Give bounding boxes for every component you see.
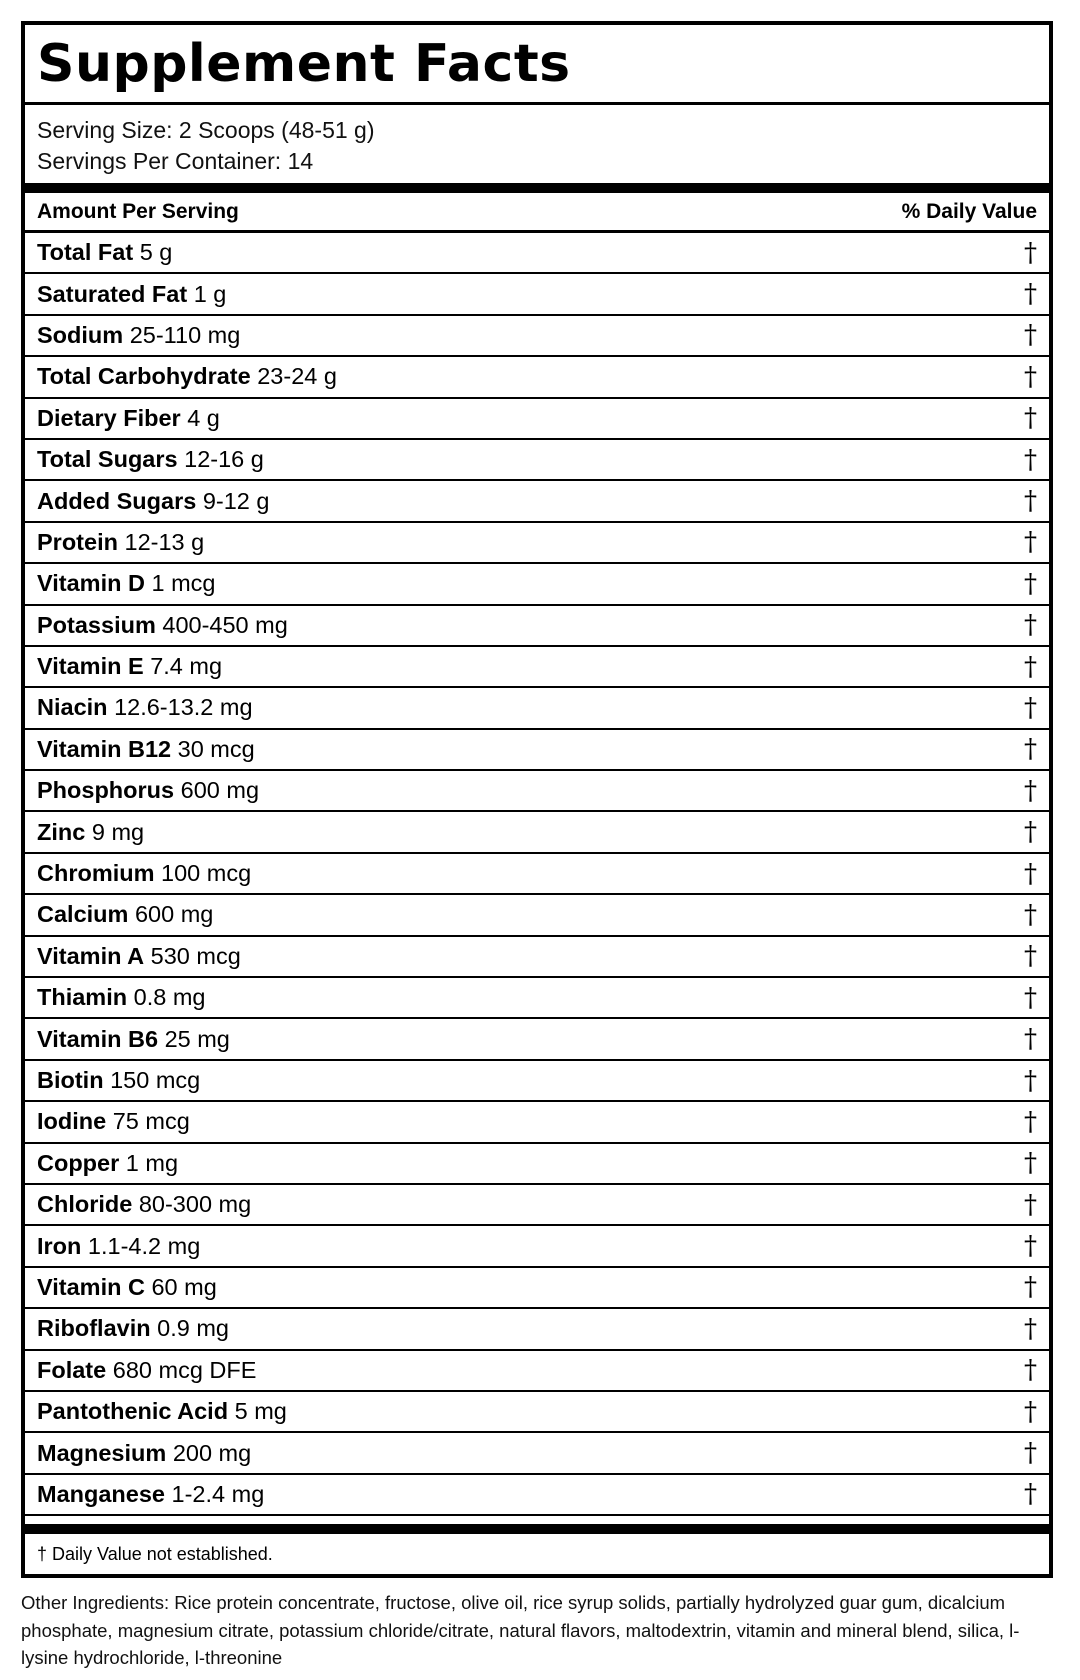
- daily-value-dagger: †: [1024, 361, 1037, 392]
- nutrient-name: Chloride: [37, 1191, 133, 1218]
- nutrient-row: [25, 978, 1049, 1019]
- nutrient-row: [25, 688, 1049, 729]
- nutrient-row: [25, 1475, 1049, 1516]
- nutrient-name: Vitamin A: [37, 942, 145, 969]
- nutrient-row: [25, 647, 1049, 688]
- nutrient-name: Iodine: [37, 1108, 107, 1135]
- nutrient-amount: 1 g: [193, 280, 227, 307]
- nutrient-amount: 530 mcg: [150, 942, 241, 969]
- daily-value-header: % Daily Value: [901, 199, 1037, 223]
- nutrient-row: [25, 1144, 1049, 1185]
- daily-value-dagger: †: [1024, 237, 1037, 268]
- daily-value-dagger: †: [1024, 610, 1037, 641]
- nutrient-amount: 60 mg: [151, 1273, 217, 1300]
- nutrient-label: [37, 1481, 264, 1508]
- daily-value-dagger: †: [1024, 1231, 1037, 1262]
- nutrient-row: [25, 1351, 1049, 1392]
- daily-value-dagger: †: [1024, 1396, 1037, 1427]
- nutrient-amount: 80-300 mg: [138, 1191, 252, 1218]
- nutrient-name: Vitamin E: [37, 653, 144, 680]
- nutrient-name: Potassium: [37, 611, 156, 638]
- servings-per-container: Servings Per Container: 14: [37, 148, 314, 174]
- other-ingredients: Other Ingredients: Rice protein concentrate, fructose, olive oil, rice syrup solids, partially hydrolyzed guar gum, dicalcium phosphate, magnesium citrate, potassium chloride/citrate, natural flavors, maltodextrin, vitamin and mineral blend, silica, l-lysine hydrochloride, l-threonine: [21, 1592, 1020, 1668]
- nutrient-label: [37, 363, 337, 390]
- nutrient-label: [37, 943, 241, 970]
- nutrient-row: [25, 730, 1049, 771]
- nutrient-label: [37, 322, 240, 349]
- nutrient-amount: 1-2.4 mg: [171, 1480, 265, 1507]
- daily-value-dagger: †: [1024, 568, 1037, 599]
- nutrient-amount: 12.6-13.2 mg: [114, 694, 253, 721]
- nutrient-row: [25, 771, 1049, 812]
- nutrient-label: [37, 1274, 217, 1301]
- nutrient-amount: 25-110 mg: [129, 321, 241, 348]
- nutrient-name: Vitamin C: [37, 1273, 145, 1300]
- nutrient-rows: [25, 233, 1049, 1516]
- nutrient-label: [37, 819, 144, 846]
- nutrient-name: Vitamin B12: [37, 735, 172, 762]
- nutrient-row: [25, 523, 1049, 564]
- daily-value-dagger: †: [1024, 320, 1037, 351]
- nutrient-amount: 680 mcg DFE: [112, 1356, 257, 1383]
- nutrient-amount: 1 mg: [125, 1149, 179, 1176]
- nutrient-name: Manganese: [37, 1480, 165, 1507]
- nutrient-label: [37, 281, 226, 308]
- daily-value-dagger: †: [1024, 858, 1037, 889]
- nutrient-amount: 200 mg: [172, 1439, 252, 1466]
- nutrient-row: [25, 895, 1049, 936]
- nutrient-label: [37, 570, 215, 597]
- serving-size: Serving Size: 2 Scoops (48-51 g): [37, 117, 375, 143]
- daily-value-dagger: †: [1024, 1106, 1037, 1137]
- nutrient-amount: 9 mg: [91, 818, 145, 845]
- nutrient-amount: 4 g: [187, 404, 220, 431]
- daily-value-dagger: †: [1024, 486, 1037, 517]
- nutrient-label: [37, 901, 213, 928]
- nutrient-name: Phosphorus: [37, 777, 175, 804]
- daily-value-dagger: †: [1024, 982, 1037, 1013]
- nutrient-name: Magnesium: [37, 1439, 167, 1466]
- footnote: † Daily Value not established.: [37, 1544, 273, 1565]
- thick-divider-bottom: [25, 1524, 1049, 1534]
- daily-value-dagger: †: [1024, 1313, 1037, 1344]
- nutrient-label: [37, 239, 172, 266]
- nutrient-row: [25, 1309, 1049, 1350]
- nutrient-name: Copper: [37, 1149, 120, 1176]
- nutrient-name: Total Fat: [37, 239, 134, 266]
- nutrient-name: Vitamin B6: [37, 1025, 159, 1052]
- nutrient-row: [25, 274, 1049, 315]
- nutrient-name: Biotin: [37, 1067, 104, 1093]
- nutrient-amount: 9-12 g: [202, 487, 270, 514]
- nutrient-row: [25, 316, 1049, 357]
- daily-value-dagger: †: [1024, 1024, 1037, 1055]
- nutrient-name: Added Sugars: [37, 487, 197, 514]
- daily-value-dagger: †: [1024, 527, 1037, 558]
- nutrient-name: Total Carbohydrate: [37, 363, 251, 390]
- nutrient-row: [25, 1019, 1049, 1060]
- nutrient-row: [25, 1392, 1049, 1433]
- nutrient-name: Zinc: [37, 818, 86, 845]
- amount-per-serving-header: Amount Per Serving: [37, 199, 239, 223]
- nutrient-label: [37, 446, 264, 473]
- nutrient-label: [37, 653, 222, 680]
- nutrient-label: [37, 1150, 178, 1177]
- nutrient-row: [25, 1102, 1049, 1143]
- nutrient-name: Saturated Fat: [37, 280, 188, 307]
- nutrient-label: [37, 529, 204, 556]
- nutrient-label: [37, 984, 205, 1011]
- nutrient-label: [37, 488, 269, 515]
- daily-value-dagger: †: [1024, 1189, 1037, 1220]
- nutrient-name: Total Sugars: [37, 446, 178, 473]
- panel-title: Supplement Facts: [37, 33, 571, 94]
- nutrient-row: [25, 233, 1049, 274]
- nutrient-label: [37, 1315, 229, 1342]
- nutrient-amount: 1.1-4.2 mg: [87, 1232, 201, 1259]
- nutrient-amount: 30 mcg: [177, 735, 255, 762]
- nutrient-amount: 150 mcg: [110, 1067, 201, 1093]
- nutrient-name: Chromium: [37, 860, 155, 887]
- nutrient-row: [25, 399, 1049, 440]
- nutrient-row: [25, 564, 1049, 605]
- nutrient-amount: 400-450 mg: [162, 611, 288, 638]
- nutrient-amount: 25 mg: [164, 1025, 230, 1052]
- title-block: [25, 25, 1049, 105]
- nutrient-amount: 100 mcg: [161, 860, 252, 887]
- nutrient-amount: 5 g: [139, 239, 173, 266]
- daily-value-dagger: †: [1024, 817, 1037, 848]
- nutrient-name: Folate: [37, 1356, 107, 1383]
- daily-value-dagger: †: [1024, 1355, 1037, 1386]
- nutrient-amount: 12-16 g: [184, 446, 264, 473]
- nutrient-row: [25, 481, 1049, 522]
- nutrient-name: Dietary Fiber: [37, 404, 181, 431]
- nutrient-name: Vitamin D: [37, 570, 145, 597]
- nutrient-amount: 1 mcg: [151, 570, 216, 597]
- nutrient-amount: 75 mcg: [112, 1108, 190, 1135]
- nutrient-row: [25, 1061, 1049, 1102]
- nutrient-amount: 0.9 mg: [157, 1315, 229, 1342]
- nutrient-label: [37, 1067, 200, 1094]
- nutrient-row: [25, 1226, 1049, 1267]
- nutrient-row: [25, 606, 1049, 647]
- daily-value-dagger: †: [1024, 1479, 1037, 1510]
- nutrient-amount: 600 mg: [180, 777, 260, 804]
- nutrient-label: [37, 1026, 230, 1053]
- daily-value-dagger: †: [1024, 403, 1037, 434]
- nutrient-row: [25, 937, 1049, 978]
- daily-value-dagger: †: [1024, 1148, 1037, 1179]
- nutrient-amount: 5 mg: [234, 1398, 287, 1425]
- nutrient-label: [37, 1108, 190, 1135]
- nutrient-name: Iron: [37, 1232, 82, 1259]
- daily-value-dagger: †: [1024, 279, 1037, 310]
- nutrient-label: [37, 777, 259, 804]
- supplement-facts-panel: [21, 21, 1053, 1578]
- daily-value-dagger: †: [1024, 1065, 1037, 1096]
- nutrient-row: [25, 357, 1049, 398]
- daily-value-dagger: †: [1024, 651, 1037, 682]
- nutrient-label: [37, 1357, 256, 1384]
- nutrient-label: [37, 1440, 251, 1467]
- nutrient-row: [25, 1433, 1049, 1474]
- column-header: [25, 193, 1049, 233]
- nutrient-name: Calcium: [37, 901, 129, 928]
- nutrient-name: Sodium: [37, 321, 124, 348]
- nutrient-name: Niacin: [37, 694, 108, 721]
- serving-info: [25, 105, 1049, 183]
- nutrient-label: [37, 1398, 287, 1425]
- daily-value-dagger: †: [1024, 444, 1037, 475]
- daily-value-dagger: †: [1024, 692, 1037, 723]
- nutrient-label: [37, 405, 220, 432]
- nutrient-row: [25, 812, 1049, 853]
- nutrient-amount: 7.4 mg: [150, 653, 223, 680]
- daily-value-dagger: †: [1024, 1438, 1037, 1469]
- nutrient-amount: 23-24 g: [257, 363, 337, 390]
- thick-divider: [25, 183, 1049, 193]
- nutrient-row: [25, 1268, 1049, 1309]
- daily-value-dagger: †: [1024, 941, 1037, 972]
- nutrient-name: Protein: [37, 528, 118, 555]
- nutrient-label: [37, 1191, 251, 1218]
- daily-value-dagger: †: [1024, 775, 1037, 806]
- nutrient-name: Thiamin: [37, 984, 128, 1011]
- nutrient-row: [25, 440, 1049, 481]
- nutrient-label: [37, 1233, 200, 1260]
- daily-value-dagger: †: [1024, 1272, 1037, 1303]
- nutrient-amount: 600 mg: [134, 901, 214, 928]
- daily-value-dagger: †: [1024, 899, 1037, 930]
- nutrient-label: [37, 612, 288, 639]
- nutrient-label: [37, 736, 255, 763]
- daily-value-dagger: †: [1024, 734, 1037, 765]
- nutrient-label: [37, 860, 251, 887]
- nutrient-amount: 12-13 g: [124, 528, 205, 555]
- nutrient-name: Pantothenic Acid: [37, 1398, 229, 1425]
- nutrient-row: [25, 1185, 1049, 1226]
- nutrient-amount: 0.8 mg: [133, 984, 206, 1011]
- nutrient-name: Riboflavin: [37, 1315, 151, 1342]
- nutrient-label: [37, 694, 253, 721]
- nutrient-row: [25, 854, 1049, 895]
